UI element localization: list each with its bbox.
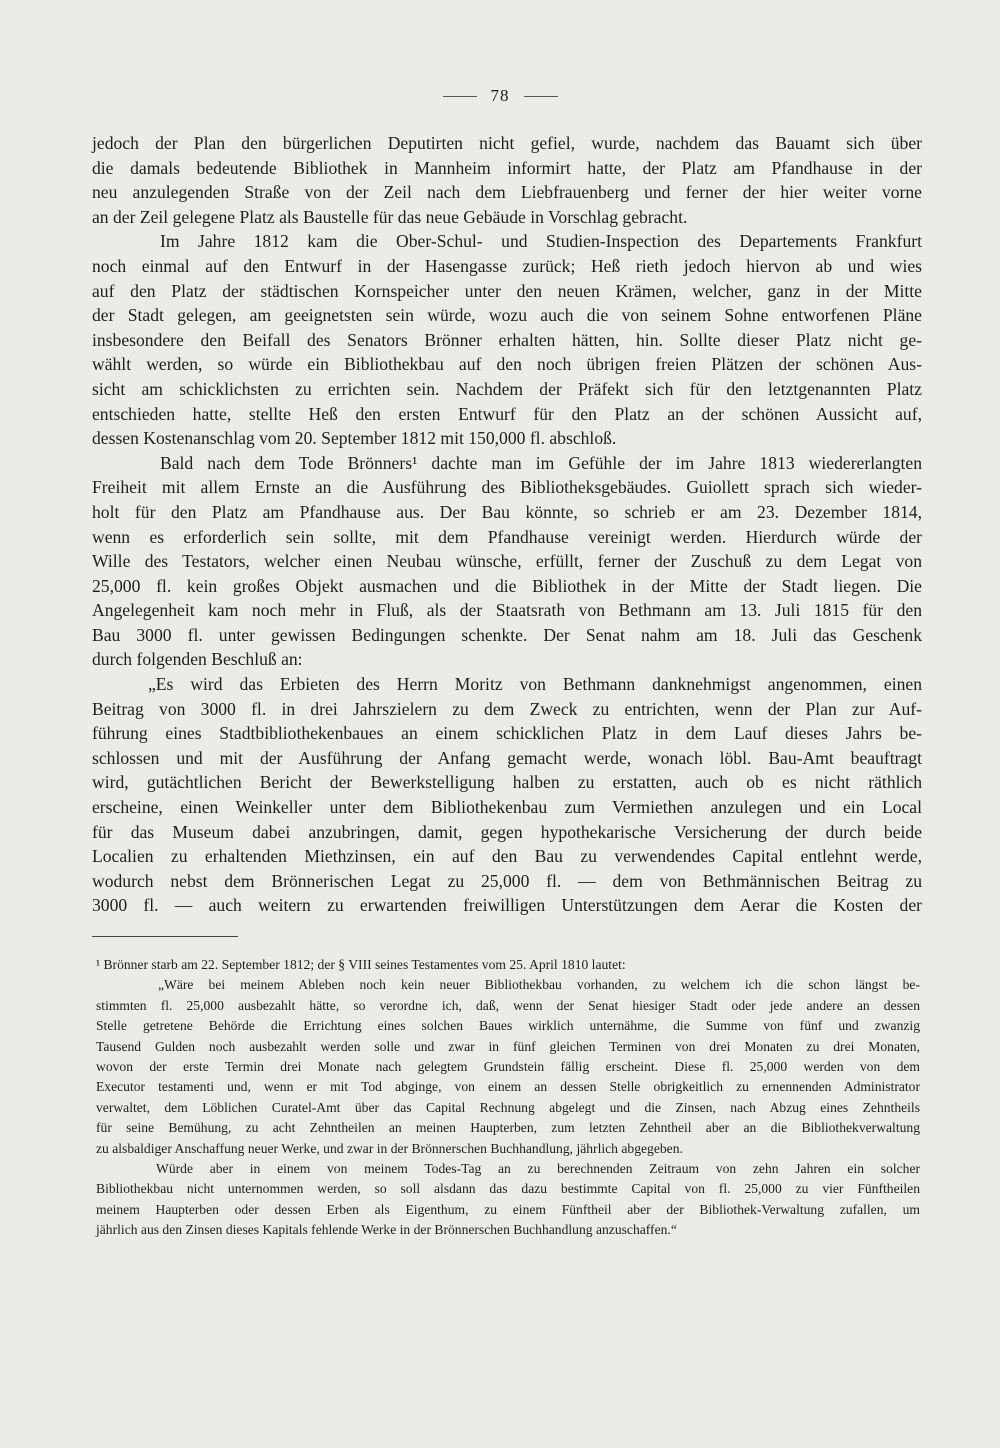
footnote-line: meinem Haupterben oder dessen Erben als Eigenthum, zu einem Fünftheil aber der Bibliothek-Verwaltung zufallen, um xyxy=(96,1201,920,1217)
body-line: Im Jahre 1812 kam die Ober-Schul- und Studien-Inspection des Departements Frankfurt xyxy=(160,231,922,252)
body-line: 25,000 fl. kein großes Objekt ausmachen und die Bibliothek in der Mitte der Stadt liegen. Die xyxy=(92,575,922,596)
footnote-line: jährlich aus den Zinsen dieses Kapitals fehlende Werke in der Brönnerschen Buchhandlung anzuschaffen.“ xyxy=(96,1222,677,1238)
body-line: wenn es erforderlich sein sollte, mit dem Pfandhause vereinigt werden. Hierdurch würde der xyxy=(92,526,922,547)
body-line: schlossen und mit der Ausführung der Anfang gemacht werde, wonach löbl. Bau-Amt beauftragt xyxy=(92,747,922,768)
body-line: wodurch nebst dem Brönnerischen Legat zu 25,000 fl. — dem von Bethmännischen Beitrag zu xyxy=(92,870,922,891)
footnote-line: zu alsbaldiger Anschaffung neuer Werke, und zwar in der Brönnerschen Buchhandlung, jährlich abgegeben. xyxy=(96,1140,683,1156)
body-line: noch einmal auf den Entwurf in der Hasengasse zurück; Heß rieth jedoch hiervon ab und wies xyxy=(92,255,922,276)
footnote-line: ¹ Brönner starb am 22. September 1812; der § VIII seines Testamentes vom 25. April 1810 lautet: xyxy=(96,957,626,972)
body-line: der Stadt gelegen, am geeignetsten sein würde, wozu auch die von seinem Sohne entworfenen Pläne xyxy=(92,305,922,326)
footnote-line: Stelle getretene Behörde die Errichtung eines solchen Baues wirklich unternähme, die Summe von fünf und zwanzig xyxy=(96,1018,920,1034)
body-line: Bald nach dem Tode Brönners¹ dachte man im Gefühle der im Jahre 1813 wiedererlangten xyxy=(160,452,922,473)
body-line: erscheine, einen Weinkeller unter dem Bibliothekenbau zum Vermiethen anzulegen und ein Local xyxy=(92,797,922,818)
body-line: entschieden hatte, stellte Heß den ersten Entwurf für den Platz an der schönen Aussicht auf, xyxy=(92,403,922,424)
body-line: Bau 3000 fl. unter gewissen Bedingungen schenkte. Der Senat nahm am 18. Juli das Geschenk xyxy=(92,624,922,645)
body-line: dessen Kostenanschlag vom 20. September 1812 mit 150,000 fl. abschloß. xyxy=(92,428,617,449)
header-dash-left xyxy=(443,96,477,97)
body-line: wird, gutächtlichen Bericht der Bewerkstelligung halben zu erstatten, auch ob es nicht räthlich xyxy=(92,772,922,793)
body-line: Freiheit mit allem Ernste an die Ausführung des Bibliotheksgebäudes. Guiollett sprach sich wieder- xyxy=(92,477,922,498)
page-number: 78 xyxy=(490,86,510,105)
body-line: die damals bedeutende Bibliothek in Mannheim informirt hatte, der Platz am Pfandhause in der xyxy=(92,157,922,178)
footnote-line: stimmten fl. 25,000 ausbezahlt hätte, so verordne ich, daß, wenn der Senat hiesiger Stadt oder jede andere an dessen xyxy=(96,997,920,1013)
main-text xyxy=(92,131,922,918)
body-line: insbesondere den Beifall des Senators Brönner erhalten hätten, hin. Sollte dieser Platz nicht ge- xyxy=(92,329,922,350)
body-line: Angelegenheit kam noch mehr in Fluß, als der Staatsrath von Bethmann am 13. Juli 1815 für den xyxy=(92,600,922,621)
footnote-line: „Wäre bei meinem Ableben noch kein neuer Bibliothekbau vorhanden, zu welchem ich die schon längst be- xyxy=(158,977,920,993)
footnote-line: Würde aber in einem von meinem Todes-Tag an zu berechnenden Zeitraum von zehn Jahren ein solcher xyxy=(156,1160,920,1176)
footnotes xyxy=(96,955,920,1240)
body-line: an der Zeil gelegene Platz als Baustelle für das neue Gebäude in Vorschlag gebracht. xyxy=(92,206,688,227)
body-line: „Es wird das Erbieten des Herrn Moritz von Bethmann danknehmigst angenommen, einen xyxy=(148,674,922,695)
footnote-line: Bibliothekbau nicht unternommen werden, so soll alsdann das dazu bestimmte Capital von fl. 25,000 zu vier Fünftheilen xyxy=(96,1181,920,1197)
body-line: Beitrag von 3000 fl. in drei Jahrszielern zu dem Zweck zu entrichten, wenn der Plan zur Auf- xyxy=(92,698,922,719)
body-line: durch folgenden Beschluß an: xyxy=(92,649,303,670)
footnote-line: verwaltet, dem Löblichen Curatel-Amt über das Capital Rechnung abgelegt und die Zinsen, nach Abzug eines Zehntheils xyxy=(96,1099,920,1115)
body-line: jedoch der Plan den bürgerlichen Deputirten nicht gefiel, wurde, nachdem das Bauamt sich über xyxy=(92,133,922,153)
body-line: für das Museum dabei anzubringen, damit, gegen hypothekarische Versicherung der durch beide xyxy=(92,821,922,842)
body-line: führung eines Stadtbibliothekenbaues an einem schicklichen Platz in dem Lauf dieses Jahrs be- xyxy=(92,723,922,744)
footnote-separator xyxy=(92,936,238,937)
body-line: Localien zu erhaltenden Miethzinsen, ein auf den Bau zu verwendendes Capital entlehnt werde, xyxy=(92,846,922,867)
body-line: neu anzulegenden Straße von der Zeil nach dem Liebfrauenberg und ferner der hier weiter vorne xyxy=(92,182,922,203)
body-line: holt für den Platz am Pfandhause aus. Der Bau könnte, so schrieb er am 23. Dezember 1814, xyxy=(92,501,922,522)
page-header xyxy=(0,86,1000,106)
footnote-line: Executor testamenti und, wenn er mit Tod abginge, von einem an dessen Stelle obrigkeitlich zu ernennenden Administrator xyxy=(96,1079,920,1095)
body-line: Wille des Testators, welcher einen Neubau wünsche, erfüllt, ferner der Zuschuß zu dem Legat von xyxy=(92,551,922,572)
footnote-line: Tausend Gulden noch ausbezahlt werden solle und zwar in fünf gleichen Terminen von drei Monaten zu drei Monaten, xyxy=(96,1038,920,1054)
footnote-line: für seine Bemühung, zu acht Zehntheilen an meinen Haupterben, zum letzten Zehntheil aber an die Bibliothekverwaltung xyxy=(96,1120,920,1136)
body-line: wählt werden, so würde ein Bibliothekbau auf den noch übrigen freien Plätzen der schönen Aus- xyxy=(92,354,922,375)
header-dash-right xyxy=(524,96,558,97)
body-line: auf den Platz der städtischen Kornspeicher unter den neuen Krämen, welcher, ganz in der Mitte xyxy=(92,280,922,301)
body-line: sicht am schicklichsten zu errichten sein. Nachdem der Präfekt sich für den letztgenannten Platz xyxy=(92,378,922,399)
footnote-line: wovon der erste Termin drei Monate nach gelegtem Grundstein fällig erscheint. Diese fl. 25,000 werden von dem xyxy=(96,1058,920,1074)
body-line: 3000 fl. — auch weitern zu erwartenden freiwilligen Unterstützungen dem Aerar die Kosten der xyxy=(92,895,922,916)
